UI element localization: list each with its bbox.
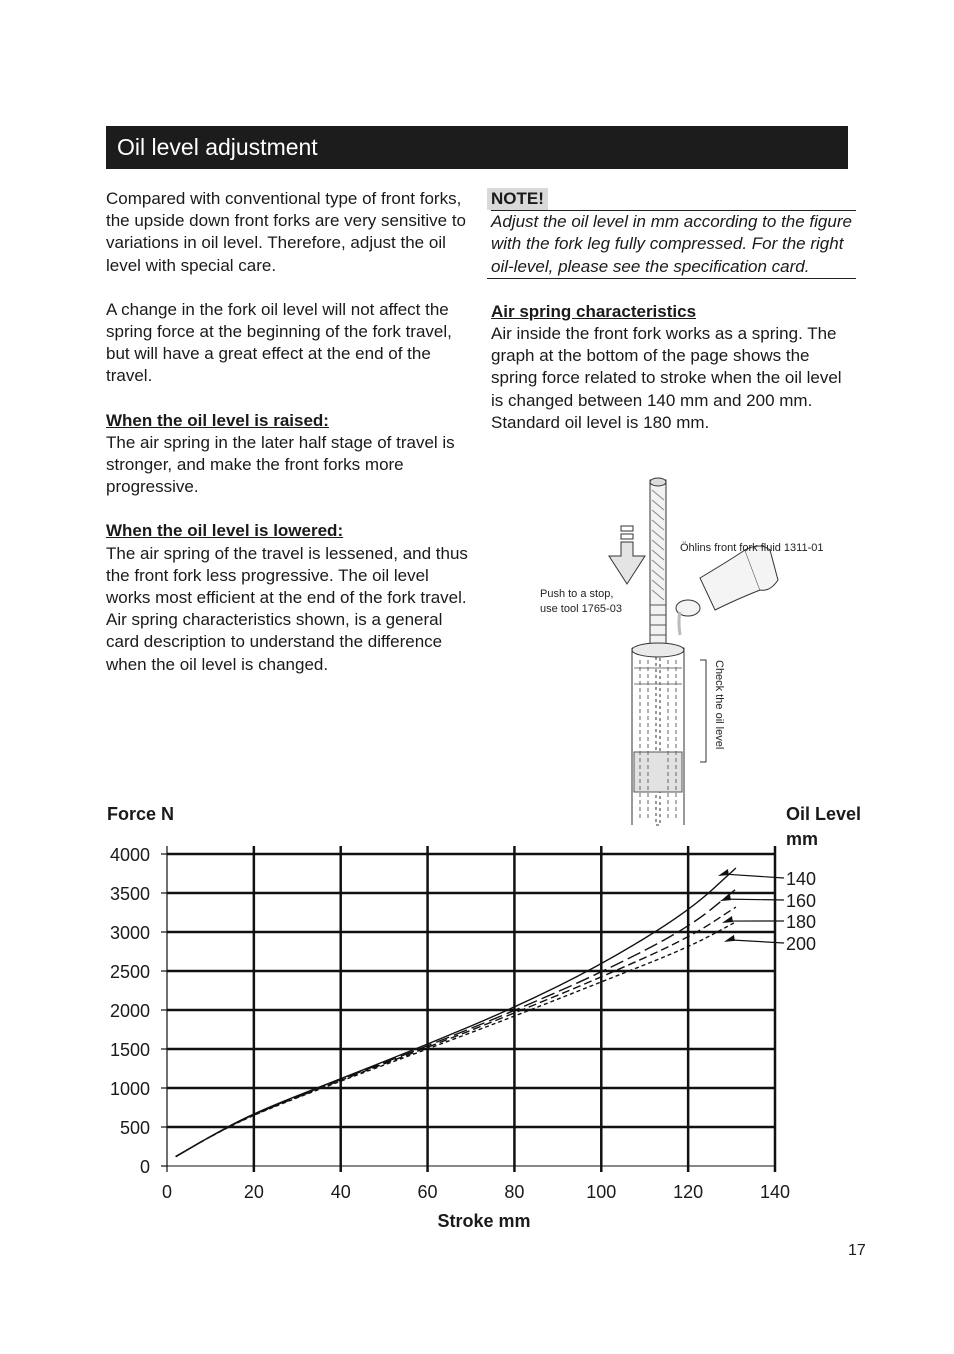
raised-section (106, 410, 468, 499)
legend-arrow-200 (724, 935, 735, 942)
raised-heading: When the oil level is raised: (106, 410, 329, 430)
x-tick-label: 40 (330, 1182, 351, 1202)
y-tick-label: 3000 (109, 923, 150, 943)
right-column (491, 188, 856, 456)
note-box (487, 188, 856, 279)
chart-series (176, 868, 736, 1157)
air-spring-chart (0, 790, 954, 1240)
air-section (491, 301, 856, 434)
y-tick-label: 3500 (109, 884, 150, 904)
legend-label-160: 160 (786, 891, 817, 911)
legend-arrow-140 (718, 869, 729, 876)
series-line-200 (176, 922, 736, 1157)
push-label-line-1: Push to a stop, (540, 588, 614, 600)
legend-arrow-160 (720, 894, 731, 901)
y-tick-label: 1000 (109, 1079, 150, 1099)
lowered-section (106, 520, 468, 675)
y-tick-label: 500 (119, 1118, 150, 1138)
effect-paragraph: A change in the fork oil level will not affect the spring force at the beginning of the fork travel, but will have a great effect at the end of the travel. (106, 299, 452, 386)
chart-legend (718, 869, 816, 954)
x-tick-label: 80 (504, 1182, 525, 1202)
fluid-label: Öhlins front fork fluid 1311-01 (680, 542, 824, 554)
chart-x-title: Stroke mm (437, 1211, 531, 1231)
raised-text: The air spring in the later half stage of travel is stronger, and make the front forks more progressive. (106, 432, 455, 497)
y-tick-label: 2000 (109, 1001, 150, 1021)
chart-legend-title-2: mm (786, 829, 819, 849)
chart-svg (0, 790, 954, 1240)
push-arrow-icon (609, 542, 645, 584)
air-heading: Air spring characteristics (491, 301, 697, 321)
chart-y-title: Force N (107, 804, 175, 824)
fork-oil-fill-illustration (530, 470, 860, 830)
check-oil-level-label: Check the oil level (713, 660, 725, 750)
fork-illustration-svg (530, 470, 860, 830)
check-level-bracket (700, 660, 706, 762)
legend-arrow-180 (722, 916, 733, 923)
legend-label-200: 200 (786, 934, 817, 954)
legend-label-180: 180 (786, 912, 817, 932)
air-text: Air inside the front fork works as a spring. The graph at the bottom of the page shows the spring force related to stroke when the oil level is changed between 140 mm and 200 mm. Standard oil level is 180 mm. (491, 324, 842, 432)
series-line-160 (176, 889, 736, 1157)
y-tick-label: 0 (139, 1157, 150, 1177)
x-tick-label: 60 (417, 1182, 438, 1202)
arrow-tail-1 (621, 526, 633, 531)
note-text: Adjust the oil level in mm according to the figure with the fork leg fully compressed. For the right oil-level, please see the specification card. (491, 212, 852, 276)
intro-paragraph: Compared with conventional type of front forks, the upside down front forks are very sensitive to variations in oil level. Therefore, adjust the oil level with special care. (106, 189, 467, 275)
y-tick-label: 1500 (109, 1040, 150, 1060)
legend-label-140: 140 (786, 869, 817, 889)
lowered-heading: When the oil level is lowered: (106, 521, 344, 541)
page-number: 17 (848, 1242, 866, 1259)
chart-legend-title-1: Oil Level (786, 804, 862, 824)
x-tick-label: 0 (161, 1182, 173, 1202)
note-label: NOTE! (487, 188, 548, 210)
section-title: Oil level adjustment (106, 126, 848, 169)
y-tick-label: 2500 (109, 962, 150, 982)
arrow-tail-2 (621, 534, 633, 539)
y-tick-label: 4000 (109, 845, 150, 865)
fluid-stream (679, 612, 680, 635)
fork-tube-bands (634, 668, 682, 684)
fork-tube-top (632, 643, 684, 657)
lowered-text: The air spring of the travel is lessened, and thus the front fork less progressive. The oil level works most efficient at the end of the fork travel. Air spring characteristics shown, is a general card description to understand the difference when the oil level is changed. (106, 543, 468, 674)
chart-grid (161, 846, 775, 1172)
x-tick-label: 20 (243, 1182, 264, 1202)
fork-rod-cap (650, 478, 666, 486)
x-tick-label: 120 (673, 1182, 704, 1202)
left-column (106, 188, 468, 698)
x-tick-label: 140 (759, 1182, 791, 1202)
x-tick-label: 100 (586, 1182, 617, 1202)
push-label-line-2: use tool 1765-03 (540, 603, 622, 615)
fork-tube-base (634, 752, 682, 792)
